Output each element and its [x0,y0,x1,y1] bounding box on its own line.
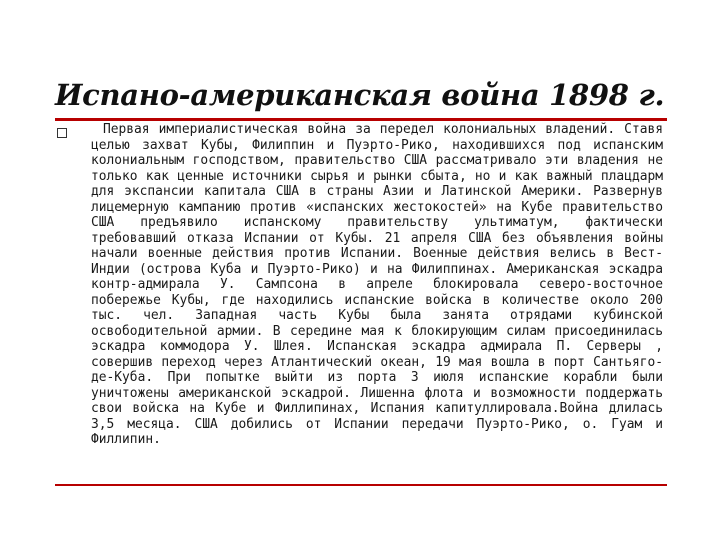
slide-title: Испано-американская война 1898 г. [55,78,665,112]
body-paragraph: Первая империалистическая война за передел колониальных владений. Ставя целью захват Кубы, Филиппин и Пуэрто-Рико, находившихся под испанским колониальным господством, правительство США рассматривало эти владения не только как ценные источники сырья и рынки сбыта, но и как важный плацдарм для экспансии капитала США в страны Азии и Латинской Америки. Развернув лицемерную кампанию против «испанских жестокостей» на Кубе правительство США предъявило испанскому правительству ультиматум, фактически требовавший отказа Испании от Кубы. 21 апреля США без объявления войны начали военные действия против Испании. Военные действия велись в Вест-Индии (острова Куба и Пуэрто-Рико) и на Филиппинах. Американская эскадра контр-адмирала У. Сампсона в апреле блокировала северо-восточное побережье Кубы, где находились испанские войска в количестве около 200 тыс. чел. Западная часть Кубы была занята отрядами кубинской освободительной армии. В середине мая к блокирующим силам присоединилась эскадра коммодора У. Шлея. Испанская эскадра адмирала П. Серверы , совершив переход через Атлантический океан, 19 мая вошла в порт Сантьяго-де-Куба. При попытке выйти из порта 3 июля испанские корабли были уничтожены американской эскадрой. Лишенна флота и возможности поддержать свои войска на Кубе и Филлипинах, Испания капитуллировала.Война длилась 3,5 месяца. США добились от Испании передачи Пуэрто-Рико, о. Гуам и Филлипин. [91,122,663,447]
bottom-divider [55,484,667,486]
square-bullet-icon [57,128,67,138]
title-divider [55,118,667,121]
